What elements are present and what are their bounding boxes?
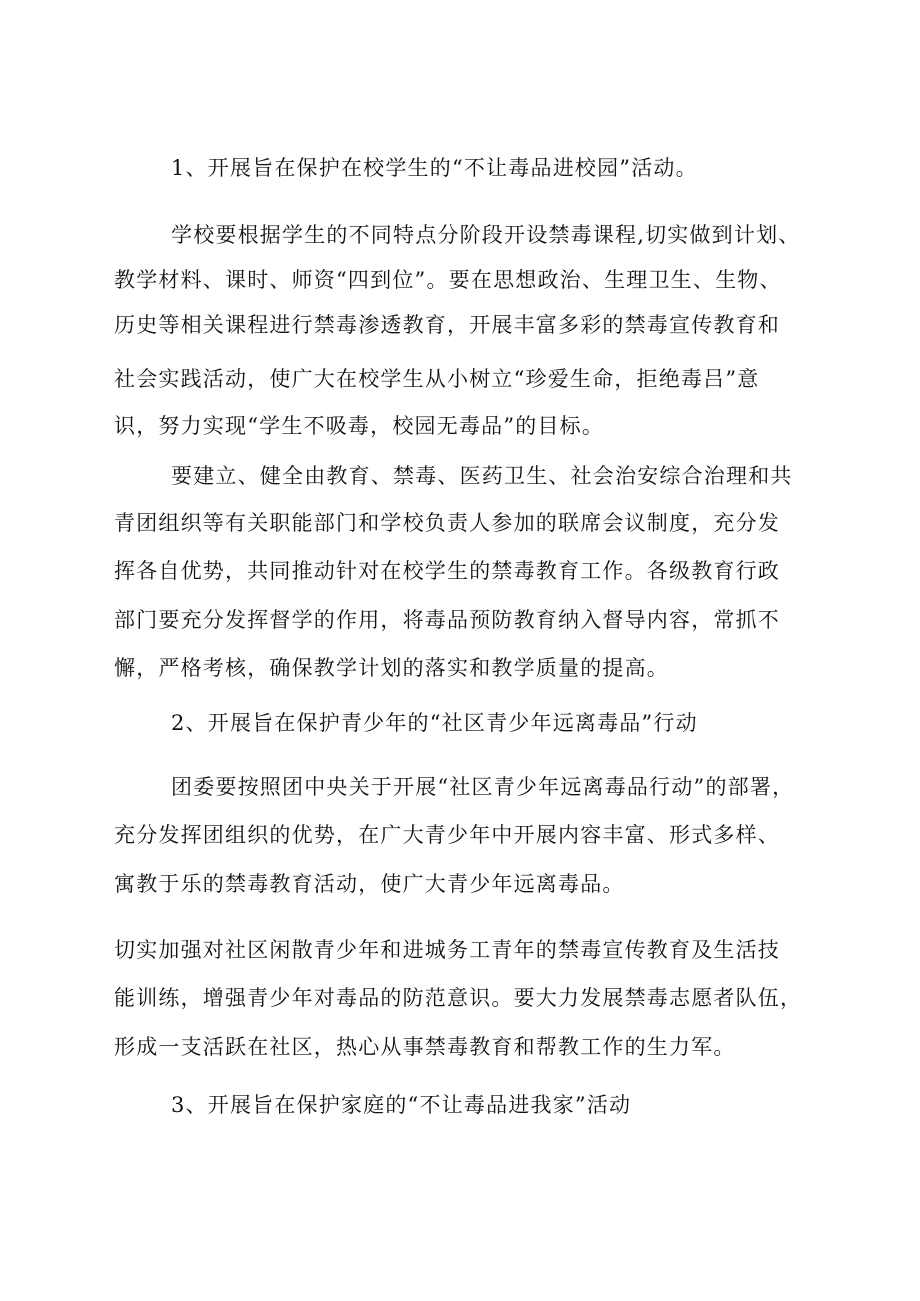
section-2-paragraph-1-line-2: 充分发挥团组织的优势，在广大青少年中开展内容丰富、形式多样、 [114,823,780,847]
section-1-paragraph-1-line-3: 历史等相关课程进行禁毒渗透教育，开展丰富多彩的禁毒宣传教育和 [114,313,780,337]
section-2-paragraph-1-line-1: 团委要按照团中央关于开展“社区青少年远离毒品行动”的部署， [171,775,795,799]
section-2-heading: 2、开展旨在保护青少年的“社区青少年远离毒品”行动 [171,711,698,735]
section-1-heading: 1、开展旨在保护在校学生的“不让毒品进校园”活动。 [171,156,698,180]
section-1-paragraph-2-line-5: 懈，严格考核，确保教学计划的落实和教学质量的提高。 [114,656,669,680]
section-1-paragraph-1-line-1: 学校要根据学生的不同特点分阶段开设禁毒课程,切实做到计划、 [171,223,801,247]
section-1-paragraph-2-line-1: 要建立、健全由教育、禁毒、医药卫生、社会治安综合治理和共 [171,464,793,488]
section-1-paragraph-2-line-4: 部门要充分发挥督学的作用，将毒品预防教育纳入督导内容，常抓不 [114,608,780,632]
section-2-paragraph-2-line-2: 能训练，增强青少年对毒品的防范意识。要大力发展禁毒志愿者队伍， [114,986,803,1010]
section-2-paragraph-1-line-3: 寓教于乐的禁毒教育活动，使广大青少年远离毒品。 [114,872,625,896]
section-1-paragraph-1-line-5: 识，努力实现“学生不吸毒，校园无毒品”的目标。 [114,414,605,438]
section-3-heading: 3、开展旨在保护家庭的“不让毒品进我家”活动 [171,1093,632,1117]
section-1-paragraph-2-line-3: 挥各自优势，共同推动针对在校学生的禁毒教育工作。各级教育行政 [114,559,780,583]
section-2-paragraph-2-line-1: 切实加强对社区闲散青少年和进城务工青年的禁毒宣传教育及生活技 [114,938,780,962]
section-2-paragraph-2-line-3: 形成一支活跃在社区，热心从事禁毒教育和帮教工作的生力军。 [114,1035,736,1059]
section-1-paragraph-1-line-2: 教学材料、课时、师资“四到位”。要在思想政治、生理卫生、生物、 [114,268,782,292]
section-1-paragraph-1-line-4: 社会实践活动，使广大在校学生从小树立“珍爱生命，拒绝毒吕”意 [114,367,760,391]
section-1-paragraph-2-line-2: 青团组织等有关职能部门和学校负责人参加的联席会议制度，充分发 [114,511,780,535]
